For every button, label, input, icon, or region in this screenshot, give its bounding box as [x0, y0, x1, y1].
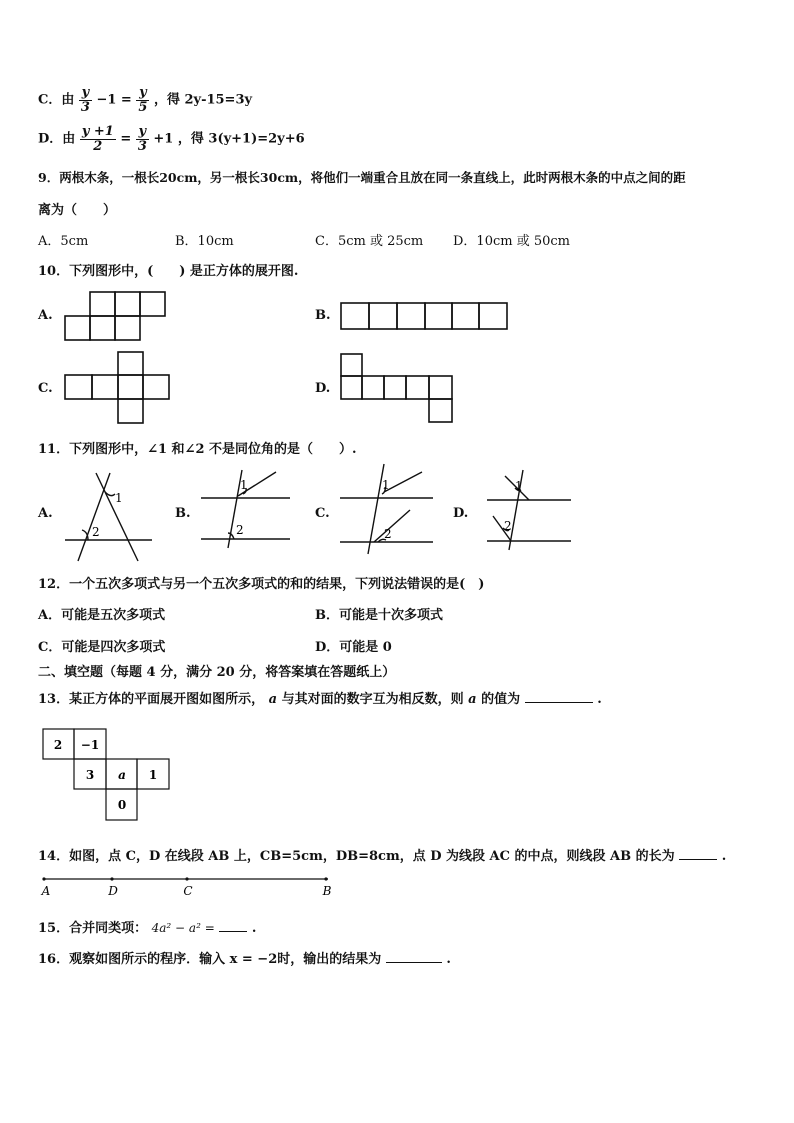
q13-cell-1: 1 — [148, 768, 158, 782]
q12-option-b: B．可能是十次多项式 — [315, 608, 443, 623]
q9-option-d: D．10cm 或 50cm — [453, 234, 570, 249]
q8-c-result: ，得 2y-15=3y — [153, 92, 253, 108]
q11-label-b: B. — [175, 506, 191, 521]
q12-option-d: D．可能是 0 — [315, 640, 392, 655]
q14-stem — [38, 845, 726, 864]
q14-point-d: D — [108, 884, 118, 898]
q14-point-a: A — [41, 884, 51, 898]
q15-end: . — [251, 921, 257, 936]
q11-d-angle1: 1 — [515, 479, 523, 493]
section-title-fill-in: 二、填空题（每题 4 分，满分 20 分，将答案填在答题纸上） — [38, 665, 396, 680]
q8-option-d — [38, 125, 305, 153]
q11-b-angle2: 2 — [236, 523, 244, 537]
q8-c-fraction-1: $\frac{y}{3}$ — [80, 85, 90, 115]
q16-stem — [38, 948, 451, 967]
q12-option-c: C．可能是四次多项式 — [38, 640, 166, 655]
q13-var-a2: a — [468, 692, 477, 707]
q13-cell-neg1: −1 — [80, 738, 100, 752]
q8-d-fraction-2: $\frac{y}{3}$ — [137, 124, 147, 154]
q14-stem-text: 14．如图，点 C，D 在线段 AB 上，CB=5cm，DB=8cm，点 D 为线段 AC 的中点，则线段 AB 的长为 — [38, 849, 675, 864]
q9-stem-line1: 9．两根木条，一根长20cm，另一根长30cm，将他们一端重合且放在同一条直线上，此时两根木条的中点之间的距 — [38, 170, 686, 185]
q15-expression: 4a² − a² = — [151, 921, 215, 935]
q8-c-prefix: C．由 — [38, 92, 75, 108]
q13-stem — [38, 688, 602, 707]
q13-var-a1: a — [268, 692, 278, 707]
q11-figure-a — [60, 468, 155, 563]
q13-cell-3: 3 — [85, 768, 95, 782]
q13-cell-a: a — [118, 768, 126, 782]
q11-c-angle2: 2 — [384, 527, 392, 541]
q11-figure-b — [198, 468, 293, 548]
q9-option-a: A．5cm — [38, 234, 89, 249]
q14-answer-blank[interactable] — [679, 849, 717, 860]
q13-stem-a: 13．某正方体的平面展开图如图所示， — [38, 692, 265, 707]
q13-stem-b: 与其对面的数字互为相反数，则 — [281, 692, 464, 707]
q10-stem: 10．下列图形中，( ) 是正方体的展开图. — [38, 264, 299, 279]
q14-point-b: B — [322, 884, 332, 898]
q13-end: . — [597, 692, 602, 707]
q11-b-angle1: 1 — [240, 478, 248, 492]
q10-label-b: B. — [315, 308, 331, 323]
q10-label-d: D. — [315, 381, 331, 396]
q14-end: . — [721, 849, 727, 864]
q8-d-result: ，得 3(y+1)=2y+6 — [177, 131, 305, 147]
q11-label-a: A. — [38, 506, 53, 521]
q8-option-c — [38, 86, 252, 114]
q16-answer-blank[interactable] — [386, 952, 442, 963]
q9-stem-line2: 离为（ ） — [38, 203, 117, 218]
q11-figure-d — [485, 468, 575, 553]
q11-a-angle1: 1 — [115, 491, 123, 505]
q13-cell-2: 2 — [53, 738, 63, 752]
q8-d-plus: +1 — [153, 131, 174, 147]
q11-label-d: D. — [453, 506, 469, 521]
q16-end: . — [446, 952, 451, 967]
q15-answer-blank[interactable] — [219, 921, 247, 932]
q11-figure-c — [338, 462, 438, 557]
q10-label-c: C. — [38, 381, 53, 396]
q11-label-c: C. — [315, 506, 330, 521]
q11-d-angle2: 2 — [504, 519, 512, 533]
q11-a-angle2: 2 — [92, 525, 100, 539]
q8-d-prefix: D．由 — [38, 131, 76, 147]
q14-point-c: C — [183, 884, 193, 898]
q11-c-angle1: 1 — [382, 478, 390, 492]
q16-stem-text: 16．观察如图所示的程序．输入 x = −2时，输出的结果为 — [38, 952, 382, 967]
q8-d-mid: = — [120, 131, 132, 147]
q13-answer-blank[interactable] — [525, 692, 593, 703]
q8-c-mid: −1 = — [96, 92, 132, 108]
q8-d-fraction-1: $\frac{y +1}{2}$ — [81, 124, 114, 154]
q15-stem — [38, 917, 256, 936]
q9-option-c: C．5cm 或 25cm — [315, 234, 424, 249]
q9-option-b: B．10cm — [175, 234, 234, 249]
q12-stem: 12．一个五次多项式与另一个五次多项式的和的结果，下列说法错误的是( ) — [38, 577, 485, 592]
q8-c-fraction-2: $\frac{y}{5}$ — [138, 85, 148, 115]
q11-stem: 11．下列图形中，∠1 和∠2 不是同位角的是（ ）. — [38, 442, 357, 457]
q10-label-a: A. — [38, 308, 53, 323]
q13-cell-0: 0 — [117, 798, 127, 812]
q13-stem-c: 的值为 — [481, 692, 521, 707]
q15-stem-text: 15．合并同类项： — [38, 921, 148, 936]
q12-option-a: A．可能是五次多项式 — [38, 608, 166, 623]
